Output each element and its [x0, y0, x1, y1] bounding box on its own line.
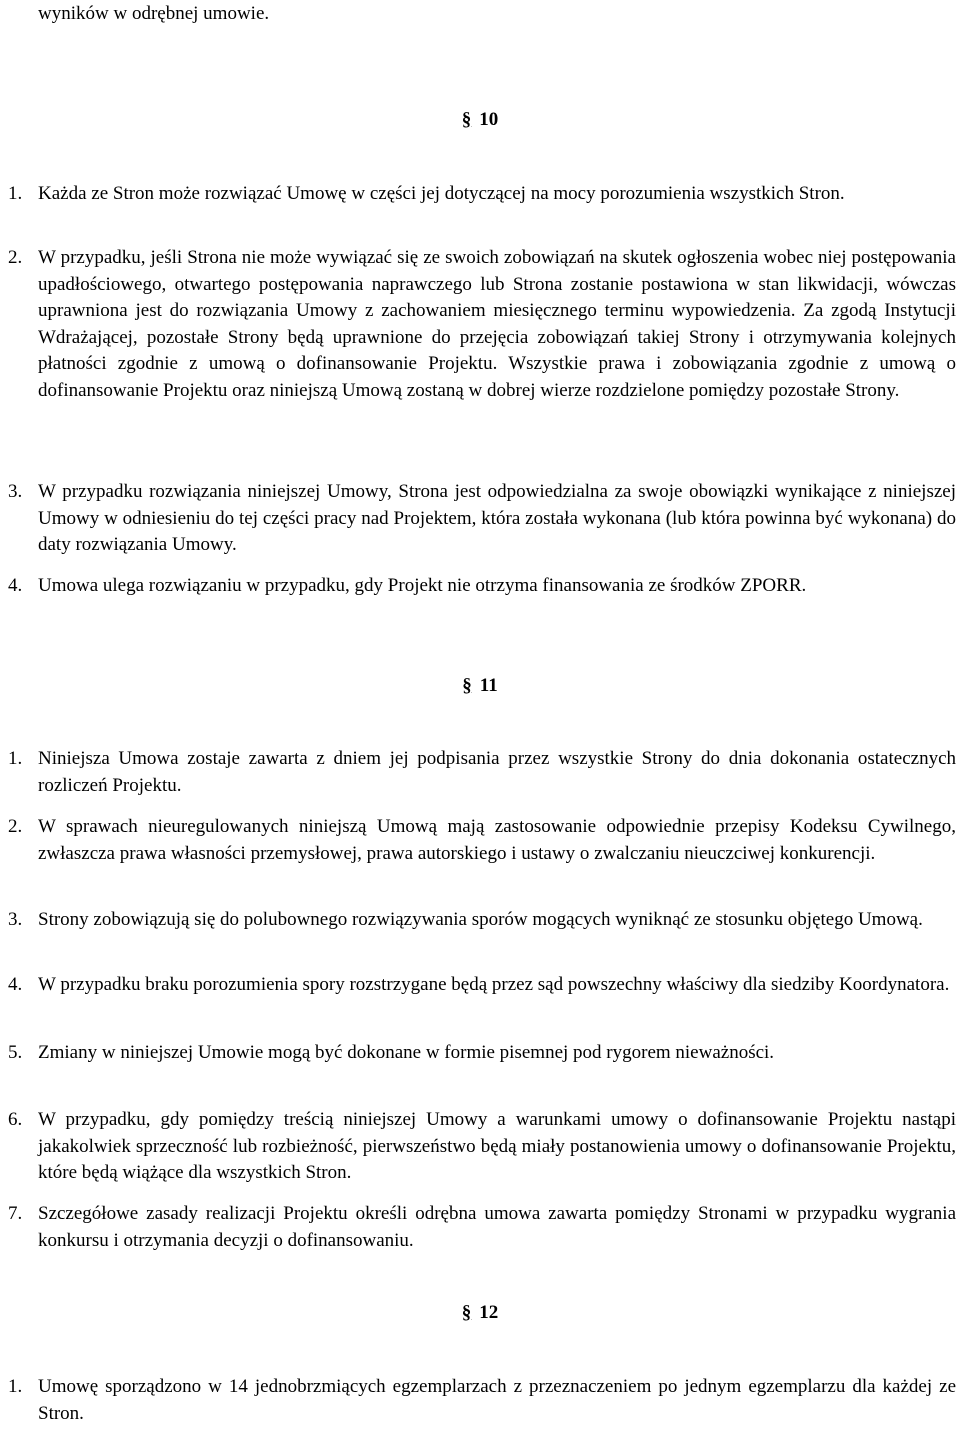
intro-text: wyników w odrębnej umowie. [38, 3, 270, 24]
item-number: 1. [8, 748, 23, 769]
item-number: 5. [8, 1042, 23, 1063]
paragraph-sign: § [462, 675, 472, 696]
item-number: 2. [8, 816, 23, 837]
item-text: Każda ze Stron może rozwiązać Umowę w części jej dotyczącej na mocy porozumienia wszystkich Stron. [38, 183, 845, 204]
section-number: 11 [479, 675, 498, 696]
item-number: 3. [8, 909, 23, 930]
item-text: W przypadku, jeśli Strona nie może wywiązać się ze swoich zobowiązań na skutek ogłoszenia wobec niej postępowania upadłościowego, otwartego postępowania naprawczego lub Strona zostanie postawiona w stan likwidacji, wówczas uprawniona jest do rozwiązania Umowy z zachowaniem miesięcznego terminu wypowiedzenia. Za zgodą Instytucji Wdrażającej, pozostałe Strony będą uprawnione do przejęcia zobowiązań takiej Strony i otrzymywania kolejnych płatności zgodnie z umową o dofinansowanie Projektu. Wszystkie prawa i zobowiązania zgodnie z umową o dofinansowanie Projektu oraz niniejszą Umową zostaną w dobrej wierze rozdzielone pomiędzy pozostałe Strony. [38, 247, 956, 401]
item-number: 4. [8, 974, 23, 995]
item-text: W przypadku, gdy pomiędzy treścią niniejszej Umowy a warunkami umowy o dofinansowanie Projektu nastąpi jakakolwiek sprzeczność lub rozbieżność, pierwszeństwo będą miały postanowienia umowy o dofinansowanie Projektu, które będą wiążące dla wszystkich Stron. [38, 1109, 956, 1183]
item-number: 2. [8, 247, 23, 268]
item-text: Zmiany w niniejszej Umowie mogą być dokonane w formie pisemnej pod rygorem nieważności. [38, 1042, 775, 1063]
section-number: 12 [479, 1302, 499, 1323]
paragraph-sign: § [461, 109, 472, 130]
item-text: W przypadku braku porozumienia spory rozstrzygane będą przez sąd powszechny właściwy dla siedziby Koordynatora. [38, 974, 950, 995]
item-text: Strony zobowiązują się do polubownego rozwiązywania sporów mogących wyniknąć ze stosunku objętego Umową. [38, 909, 923, 930]
section-heading-12 [0, 1301, 960, 1325]
item-text: W sprawach nieuregulowanych niniejszą Umową mają zastosowanie odpowiednie przepisy Kodeksu Cywilnego, zwłaszcza prawa własności przemysłowej, prawa autorskiego i ustawy o zwalczaniu nieuczciwej konkurencji. [38, 816, 956, 864]
item-number: 1. [8, 183, 23, 204]
item-text: Szczegółowe zasady realizacji Projektu określi odrębna umowa zawarta pomiędzy Stronami w przypadku wygrania konkursu i otrzymania decyzji o dofinansowaniu. [38, 1203, 956, 1251]
item-number: 4. [8, 575, 23, 596]
item-number: 1. [8, 1376, 23, 1397]
section-number: 10 [479, 109, 499, 130]
section-heading-10 [0, 108, 960, 132]
item-text: W przypadku rozwiązania niniejszej Umowy, Strona jest odpowiedzialna za swoje obowiązki wynikające z niniejszej Umowy w odniesieniu do tej części pracy nad Projektem, która została wykonana (lub która powinna być wykonana) do daty rozwiązania Umowy. [38, 481, 956, 555]
item-number: 7. [8, 1203, 23, 1224]
item-number: 3. [8, 481, 23, 502]
paragraph-sign: § [461, 1302, 472, 1323]
item-number: 6. [8, 1109, 23, 1130]
item-text: Umowa ulega rozwiązaniu w przypadku, gdy Projekt nie otrzyma finansowania ze środków ZPORR. [38, 575, 807, 596]
item-text: Umowę sporządzono w 14 jednobrzmiących egzemplarzach z przeznaczeniem po jednym egzemplarzu dla każdej ze Stron. [38, 1376, 956, 1424]
item-text: Niniejsza Umowa zostaje zawarta z dniem jej podpisania przez wszystkie Strony do dnia dokonania ostatecznych rozliczeń Projektu. [38, 748, 956, 796]
section-heading-11 [0, 674, 960, 698]
